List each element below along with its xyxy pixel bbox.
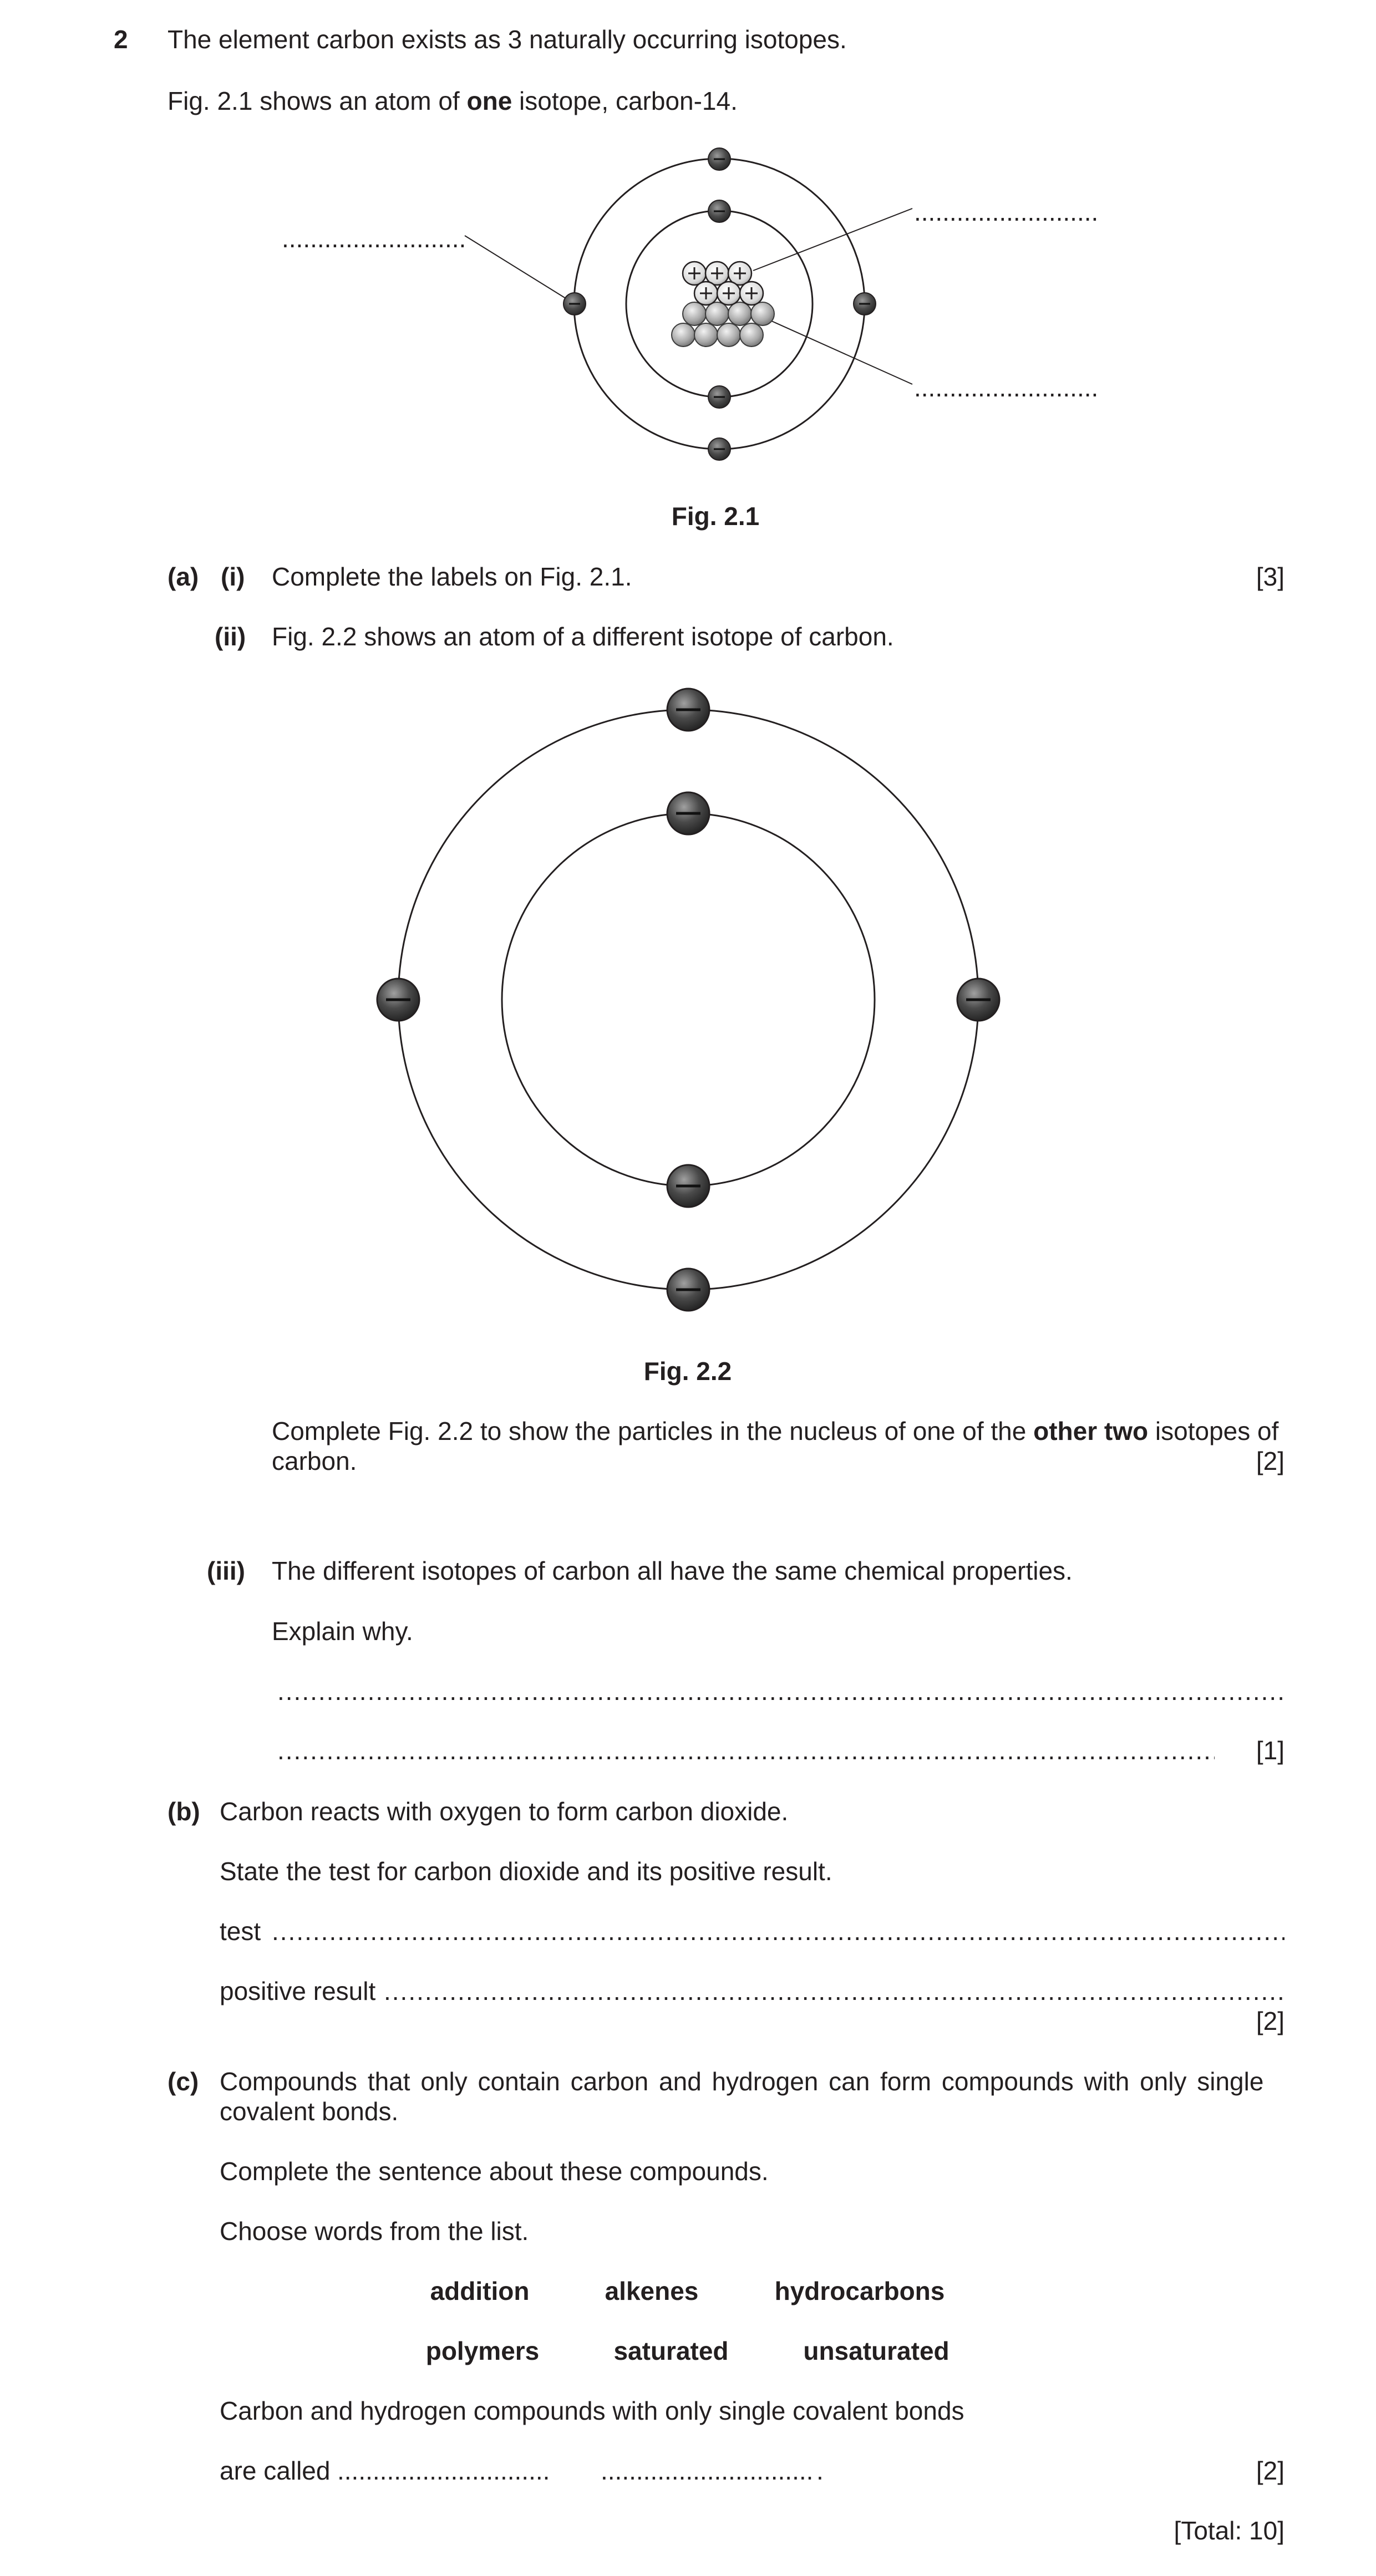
part-a-ii-text: Fig. 2.2 shows an atom of a different isotope of carbon. [272, 622, 894, 651]
part-b-label: (b) [167, 1797, 200, 1826]
nucleus-neutrons [672, 302, 774, 347]
fig1-intro: Fig. 2.1 shows an atom of one isotope, carbon-14. [167, 86, 738, 115]
part-c-sentence-line1: Carbon and hydrogen compounds with only single covalent bonds [220, 2396, 964, 2425]
answer-line-b-result[interactable] [384, 1976, 1284, 2006]
answer-line-b-test[interactable] [272, 1916, 1284, 1946]
part-c-label: (c) [167, 2067, 199, 2096]
word-option: hydrocarbons [774, 2277, 945, 2305]
word-option: polymers [425, 2336, 540, 2365]
part-b-marks: [2] [1256, 2007, 1284, 2035]
part-a-ii-instruction: Complete Fig. 2.2 to show the particles in the nucleus of one of the other two isotopes of [272, 1417, 1279, 1445]
part-c-text-line1: Compounds that only contain carbon and hydrogen can form compounds with only single [220, 2067, 1264, 2096]
answer-line-a-iii-2[interactable] [277, 1735, 1215, 1765]
part-c-marks: [2] [1256, 2456, 1284, 2485]
fig1-label-bottom-right-blank[interactable]: .......................... [914, 373, 1099, 402]
part-a-i-label: (i) [221, 562, 245, 591]
electrons [377, 689, 999, 1311]
part-b-test-label: test [220, 1917, 261, 1946]
part-a-i-marks: [3] [1256, 562, 1284, 591]
part-a-iii-label: (iii) [207, 1556, 245, 1585]
word-option: unsaturated [803, 2336, 950, 2365]
total-marks: [Total: 10] [1174, 2516, 1284, 2545]
part-c-sentence-pre: are called [220, 2456, 331, 2485]
word-option: addition [430, 2277, 530, 2305]
fig-2-2-caption: Fig. 2.2 [643, 1357, 732, 1386]
word-option: alkenes [605, 2277, 699, 2305]
fig-2-1-atom-diagram [0, 0, 1376, 488]
word-option: saturated [613, 2336, 729, 2365]
part-a-label: (a) [167, 562, 199, 591]
part-a-i-text: Complete the labels on Fig. 2.1. [272, 562, 632, 591]
part-c-text-line2: covalent bonds. [220, 2097, 399, 2126]
leader-line-top-right [753, 208, 912, 271]
question-intro: The element carbon exists as 3 naturally occurring isotopes. [167, 25, 847, 54]
part-a-ii-marks: [2] [1256, 1447, 1284, 1475]
leader-line-bottom-right [765, 318, 912, 384]
part-c-choose: Choose words from the list. [220, 2217, 529, 2246]
fig-2-1-caption: Fig. 2.1 [671, 502, 760, 531]
question-number: 2 [114, 25, 128, 54]
part-c-blank-2[interactable]: .............................. [601, 2456, 814, 2485]
leader-line-left [465, 236, 575, 304]
part-c-sentence-end: . [816, 2456, 824, 2485]
part-b-result-label: positive result [220, 1977, 376, 2005]
fig1-label-top-right-blank[interactable]: .......................... [914, 197, 1099, 226]
fig-2-2-atom-diagram [0, 665, 1376, 1331]
nucleus-protons [683, 262, 763, 305]
part-a-iii-explain: Explain why. [272, 1617, 413, 1646]
part-a-ii-label: (ii) [215, 622, 246, 651]
answer-line-a-iii-1[interactable] [277, 1676, 1284, 1706]
part-c-instruction: Complete the sentence about these compounds. [220, 2157, 769, 2186]
part-a-ii-instruction-line2: carbon. [272, 1447, 357, 1475]
part-c-blank-1[interactable]: .............................. [337, 2456, 550, 2485]
part-a-iii-text: The different isotopes of carbon all have the same chemical properties. [272, 1556, 1073, 1585]
inner-shell [502, 813, 875, 1186]
fig1-label-left-blank[interactable]: .......................... [282, 224, 466, 253]
part-b-instruction: State the test for carbon dioxide and its positive result. [220, 1857, 832, 1886]
part-a-iii-marks: [1] [1256, 1736, 1284, 1765]
part-b-text: Carbon reacts with oxygen to form carbon dioxide. [220, 1797, 789, 1826]
